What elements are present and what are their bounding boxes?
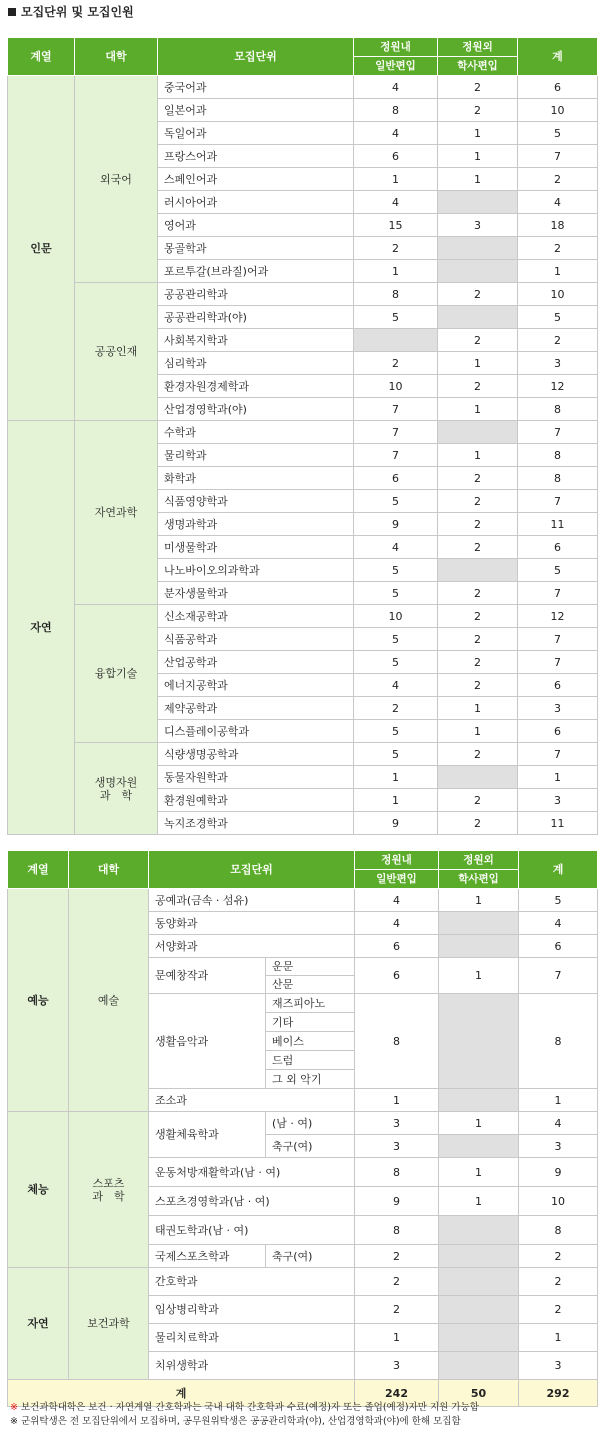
count-regular: 8 [355, 1158, 439, 1187]
count-bachelor: 1 [439, 1158, 519, 1187]
header-out-quota: 정원외 [439, 851, 519, 870]
unit-cell: 공공관리학과 [158, 283, 354, 306]
unit-cell: 서양화과 [149, 935, 355, 958]
unit-cell: 수학과 [158, 421, 354, 444]
count-bachelor [438, 191, 518, 214]
unit-cell: 나노바이오의과학과 [158, 559, 354, 582]
section-heading [8, 5, 134, 19]
count-bachelor: 2 [438, 99, 518, 122]
college-cell: 융합기술 [75, 605, 158, 743]
count-bachelor: 1 [439, 889, 519, 912]
unit-cell: 미생물학과 [158, 536, 354, 559]
count-total: 3 [518, 697, 598, 720]
count-bachelor: 2 [438, 375, 518, 398]
count-regular: 2 [355, 1296, 439, 1324]
count-total: 3 [518, 352, 598, 375]
count-regular: 4 [355, 912, 439, 935]
header-row [8, 38, 598, 57]
unit-cell: 프랑스어과 [158, 145, 354, 168]
count-total: 10 [519, 1187, 598, 1216]
total-bachelor: 50 [439, 1380, 519, 1407]
count-regular: 1 [354, 168, 438, 191]
unit-cell: 몽골학과 [158, 237, 354, 260]
count-regular: 4 [354, 536, 438, 559]
count-total: 10 [518, 283, 598, 306]
unit-cell: 녹지조경학과 [158, 812, 354, 835]
count-bachelor: 2 [438, 329, 518, 352]
count-regular: 10 [354, 605, 438, 628]
count-bachelor: 2 [438, 743, 518, 766]
college-cell: 외국어 [75, 76, 158, 283]
count-total: 2 [519, 1268, 598, 1296]
unit-cell: 에너지공학과 [158, 674, 354, 697]
header-gyeyeol: 계열 [8, 851, 69, 889]
count-total: 4 [518, 191, 598, 214]
unit-cell: 심리학과 [158, 352, 354, 375]
unit-cell: 중국어과 [158, 76, 354, 99]
count-bachelor [439, 1296, 519, 1324]
count-regular: 5 [354, 720, 438, 743]
count-bachelor: 2 [438, 76, 518, 99]
unit-cell: 식품영양학과 [158, 490, 354, 513]
count-regular: 2 [355, 1245, 439, 1268]
count-total: 11 [518, 513, 598, 536]
count-regular: 9 [355, 1187, 439, 1216]
table-row [8, 889, 598, 912]
bullet-square-icon [8, 8, 16, 16]
count-regular: 7 [354, 421, 438, 444]
header-unit: 모집단위 [149, 851, 355, 889]
count-total: 7 [518, 743, 598, 766]
footnotes [10, 1401, 479, 1429]
table-row [8, 743, 598, 766]
count-bachelor [438, 766, 518, 789]
count-total: 1 [518, 260, 598, 283]
sub-unit-cell: 산문 [266, 976, 355, 994]
sub-unit-cell: 베이스 [266, 1032, 355, 1051]
footnote-1: ※ 보건과학대학은 보건 · 자연계열 간호학과는 국내 대학 간호학과 수료(예정)자 또는 졸업(예정)자만 지원 가능함 [10, 1402, 479, 1413]
count-bachelor: 1 [438, 444, 518, 467]
count-bachelor: 1 [439, 1187, 519, 1216]
count-total: 2 [518, 237, 598, 260]
count-bachelor [438, 421, 518, 444]
unit-cell: 포르투갈(브라질)어과 [158, 260, 354, 283]
count-bachelor: 2 [438, 490, 518, 513]
college-cell: 예술 [69, 889, 149, 1112]
sub-unit-cell: 운문 [266, 958, 355, 976]
count-bachelor [438, 559, 518, 582]
count-regular: 9 [354, 513, 438, 536]
header-unit: 모집단위 [158, 38, 354, 76]
count-total: 8 [518, 398, 598, 421]
header-out-quota: 정원외 [438, 38, 518, 57]
header-regular-transfer: 일반편입 [355, 870, 439, 889]
sub-unit-cell: 축구(여) [266, 1245, 355, 1268]
count-bachelor: 2 [438, 789, 518, 812]
count-regular: 10 [354, 375, 438, 398]
unit-cell: 분자생물학과 [158, 582, 354, 605]
sub-unit-cell: 축구(여) [266, 1135, 355, 1158]
count-total: 8 [518, 467, 598, 490]
count-regular: 6 [355, 958, 439, 994]
recruit-table-1 [7, 37, 598, 835]
gyeyeol-cell: 자연 [8, 1268, 69, 1380]
count-total: 4 [519, 1112, 598, 1135]
unit-cell: 스포츠경영학과(남 · 여) [149, 1187, 355, 1216]
unit-cell: 환경원예학과 [158, 789, 354, 812]
count-total: 2 [519, 1296, 598, 1324]
count-regular: 6 [355, 935, 439, 958]
count-bachelor [439, 1135, 519, 1158]
college-cell: 자연과학 [75, 421, 158, 605]
count-total: 7 [519, 958, 598, 994]
count-bachelor: 2 [438, 582, 518, 605]
sub-unit-cell: (남 · 여) [266, 1112, 355, 1135]
college-cell: 스포츠 과 학 [69, 1112, 149, 1268]
sub-unit-cell: 그 외 악기 [266, 1070, 355, 1089]
count-total: 7 [518, 490, 598, 513]
unit-cell: 러시아어과 [158, 191, 354, 214]
count-bachelor: 2 [438, 674, 518, 697]
count-total: 2 [518, 168, 598, 191]
count-regular: 5 [354, 306, 438, 329]
count-total: 10 [518, 99, 598, 122]
count-total: 5 [518, 122, 598, 145]
count-bachelor: 2 [438, 467, 518, 490]
header-in-quota: 정원내 [355, 851, 439, 870]
unit-cell: 스페인어과 [158, 168, 354, 191]
gyeyeol-cell: 예능 [8, 889, 69, 1112]
count-total: 5 [519, 889, 598, 912]
unit-cell: 독일어과 [158, 122, 354, 145]
recruit-table-2 [7, 850, 598, 1407]
count-regular: 9 [354, 812, 438, 835]
count-regular: 8 [354, 99, 438, 122]
unit-cell: 문예창작과 [149, 958, 266, 994]
count-regular: 4 [354, 191, 438, 214]
header-bachelor-transfer: 학사편입 [439, 870, 519, 889]
count-regular [354, 329, 438, 352]
count-total: 5 [518, 559, 598, 582]
count-total: 12 [518, 605, 598, 628]
table-row [8, 283, 598, 306]
count-regular: 7 [354, 444, 438, 467]
count-total: 1 [519, 1324, 598, 1352]
unit-cell: 동물자원학과 [158, 766, 354, 789]
count-regular: 4 [354, 122, 438, 145]
table-row [8, 421, 598, 444]
count-total: 7 [518, 145, 598, 168]
unit-cell: 동양화과 [149, 912, 355, 935]
header-total: 계 [518, 38, 598, 76]
count-total: 7 [518, 582, 598, 605]
unit-cell: 환경자원경제학과 [158, 375, 354, 398]
header-row [8, 851, 598, 870]
count-bachelor [439, 912, 519, 935]
count-regular: 4 [355, 889, 439, 912]
count-bachelor: 1 [438, 352, 518, 375]
table-row [8, 1268, 598, 1296]
unit-cell: 디스플레이공학과 [158, 720, 354, 743]
total-label: 계 [8, 1380, 355, 1407]
count-bachelor [439, 994, 519, 1089]
header-college: 대학 [69, 851, 149, 889]
count-regular: 3 [355, 1112, 439, 1135]
count-total: 6 [519, 935, 598, 958]
count-bachelor [439, 1268, 519, 1296]
count-total: 6 [518, 536, 598, 559]
count-regular: 7 [354, 398, 438, 421]
count-bachelor: 2 [438, 651, 518, 674]
count-regular: 5 [354, 651, 438, 674]
college-cell: 보건과학 [69, 1268, 149, 1380]
count-bachelor: 1 [439, 1112, 519, 1135]
count-total: 6 [518, 720, 598, 743]
count-total: 12 [518, 375, 598, 398]
count-regular: 3 [355, 1135, 439, 1158]
count-bachelor: 1 [438, 168, 518, 191]
count-bachelor [439, 935, 519, 958]
count-total: 11 [518, 812, 598, 835]
unit-cell: 운동처방재활학과(남 · 여) [149, 1158, 355, 1187]
count-regular: 2 [354, 237, 438, 260]
count-total: 7 [518, 628, 598, 651]
count-bachelor [439, 1245, 519, 1268]
unit-cell: 신소재공학과 [158, 605, 354, 628]
count-bachelor: 2 [438, 536, 518, 559]
count-total: 8 [519, 1216, 598, 1245]
count-bachelor: 1 [439, 958, 519, 994]
count-total: 4 [519, 912, 598, 935]
unit-cell: 산업경영학과(야) [158, 398, 354, 421]
unit-cell: 공예과(금속 · 섬유) [149, 889, 355, 912]
count-total: 2 [519, 1245, 598, 1268]
count-total: 8 [519, 994, 598, 1089]
sub-unit-cell: 기타 [266, 1013, 355, 1032]
total-sum: 292 [519, 1380, 598, 1407]
unit-cell: 식량생명공학과 [158, 743, 354, 766]
header-college: 대학 [75, 38, 158, 76]
count-total: 6 [518, 674, 598, 697]
section-title: 모집단위 및 모집인원 [21, 5, 134, 19]
count-regular: 8 [355, 994, 439, 1089]
header-total: 계 [519, 851, 598, 889]
unit-cell: 조소과 [149, 1089, 355, 1112]
count-bachelor: 2 [438, 513, 518, 536]
unit-cell: 물리치료학과 [149, 1324, 355, 1352]
count-total: 3 [518, 789, 598, 812]
table-row [8, 605, 598, 628]
college-cell: 생명자원 과 학 [75, 743, 158, 835]
unit-cell: 국제스포츠학과 [149, 1245, 266, 1268]
unit-cell: 임상병리학과 [149, 1296, 355, 1324]
count-regular: 2 [355, 1268, 439, 1296]
header-in-quota: 정원내 [354, 38, 438, 57]
unit-cell: 생명과학과 [158, 513, 354, 536]
count-bachelor: 2 [438, 812, 518, 835]
unit-cell: 사회복지학과 [158, 329, 354, 352]
unit-cell: 간호학과 [149, 1268, 355, 1296]
count-regular: 8 [354, 283, 438, 306]
header-regular-transfer: 일반편입 [354, 57, 438, 76]
count-regular: 3 [355, 1352, 439, 1380]
count-regular: 2 [354, 352, 438, 375]
count-bachelor: 1 [438, 145, 518, 168]
count-regular: 1 [355, 1324, 439, 1352]
footnote-2: ※ 군위탁생은 전 모집단위에서 모집하며, 공무원위탁생은 공공관리학과(야), 산업경영학과(야)에 한해 모집함 [10, 1416, 461, 1427]
college-cell: 공공인재 [75, 283, 158, 421]
count-regular: 5 [354, 743, 438, 766]
count-bachelor [439, 1216, 519, 1245]
gyeyeol-cell: 자연 [8, 421, 75, 835]
count-total: 18 [518, 214, 598, 237]
unit-cell: 식품공학과 [158, 628, 354, 651]
count-bachelor: 1 [438, 720, 518, 743]
count-total: 3 [519, 1135, 598, 1158]
count-bachelor [439, 1352, 519, 1380]
count-bachelor: 2 [438, 605, 518, 628]
count-bachelor [438, 306, 518, 329]
count-bachelor [438, 237, 518, 260]
table-row [8, 1112, 598, 1135]
count-bachelor: 2 [438, 628, 518, 651]
count-total: 9 [519, 1158, 598, 1187]
count-regular: 5 [354, 559, 438, 582]
count-regular: 1 [355, 1089, 439, 1112]
count-regular: 6 [354, 145, 438, 168]
count-total: 7 [518, 421, 598, 444]
count-bachelor: 3 [438, 214, 518, 237]
unit-cell: 공공관리학과(야) [158, 306, 354, 329]
count-total: 7 [518, 651, 598, 674]
unit-cell: 산업공학과 [158, 651, 354, 674]
count-bachelor: 2 [438, 283, 518, 306]
gyeyeol-cell: 체능 [8, 1112, 69, 1268]
count-regular: 5 [354, 582, 438, 605]
count-regular: 2 [354, 697, 438, 720]
count-regular: 1 [354, 260, 438, 283]
count-bachelor [438, 260, 518, 283]
count-regular: 5 [354, 628, 438, 651]
count-bachelor: 1 [438, 697, 518, 720]
count-regular: 6 [354, 467, 438, 490]
count-total: 5 [518, 306, 598, 329]
count-total: 6 [518, 76, 598, 99]
count-regular: 15 [354, 214, 438, 237]
unit-cell: 일본어과 [158, 99, 354, 122]
unit-cell: 치위생학과 [149, 1352, 355, 1380]
count-bachelor: 1 [438, 398, 518, 421]
count-regular: 1 [354, 789, 438, 812]
count-bachelor: 1 [438, 122, 518, 145]
unit-cell: 생활음악과 [149, 994, 266, 1089]
count-total: 1 [518, 766, 598, 789]
count-bachelor [439, 1324, 519, 1352]
unit-cell: 물리학과 [158, 444, 354, 467]
unit-cell: 제약공학과 [158, 697, 354, 720]
count-regular: 5 [354, 490, 438, 513]
gyeyeol-cell: 인문 [8, 76, 75, 421]
unit-cell: 화학과 [158, 467, 354, 490]
unit-cell: 생활체육학과 [149, 1112, 266, 1158]
count-regular: 4 [354, 76, 438, 99]
unit-cell: 태권도학과(남 · 여) [149, 1216, 355, 1245]
count-total: 3 [519, 1352, 598, 1380]
sub-unit-cell: 재즈피아노 [266, 994, 355, 1013]
total-regular: 242 [355, 1380, 439, 1407]
count-regular: 8 [355, 1216, 439, 1245]
count-total: 8 [518, 444, 598, 467]
count-regular: 4 [354, 674, 438, 697]
count-total: 1 [519, 1089, 598, 1112]
header-bachelor-transfer: 학사편입 [438, 57, 518, 76]
header-gyeyeol: 계열 [8, 38, 75, 76]
count-bachelor [439, 1089, 519, 1112]
count-total: 2 [518, 329, 598, 352]
table-row [8, 76, 598, 99]
count-regular: 1 [354, 766, 438, 789]
sub-unit-cell: 드럼 [266, 1051, 355, 1070]
unit-cell: 영어과 [158, 214, 354, 237]
